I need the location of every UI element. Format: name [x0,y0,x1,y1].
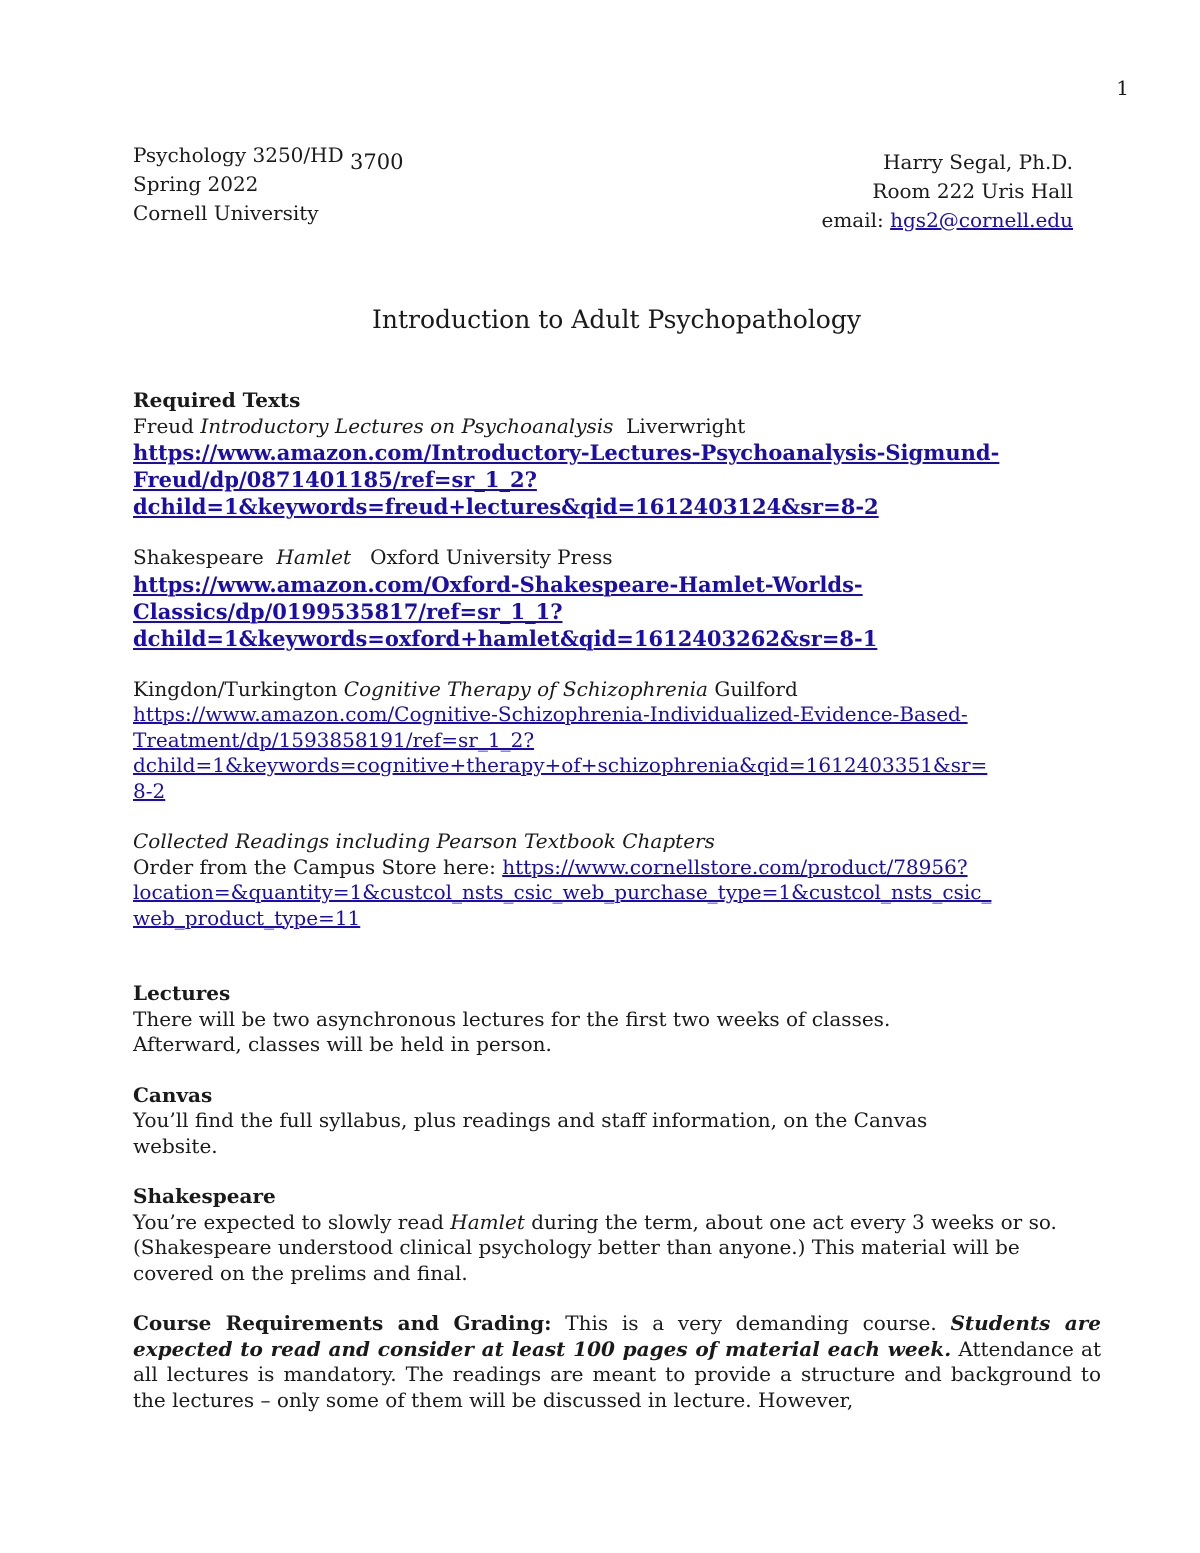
hamlet-book-title: Hamlet [276,545,352,569]
email-line [740,206,1073,235]
document-body [133,388,1101,1413]
hamlet-amazon-link[interactable]: https://www.amazon.com/Oxford-Shakespeare-Hamlet-Worlds- Classics/dp/0199535817/ref=sr_1_1? dchild=1&keywords=oxford+hamlet&qid=1612403262&sr=8-1 [133,571,878,651]
shakespeare-text: You’re expected to slowly read Hamlet during the term, about one act every 3 weeks or so. (Shakespeare understood clinical psychology better than anyone.) This material will be covered on the prelims and final. [133,1209,1057,1285]
kingdon-amazon-link[interactable]: https://www.amazon.com/Cognitive-Schizophrenia-Individualized-Evidence-Based- Treatment/dp/1593858191/ref=sr_1_2? dchild=1&keywords=cognitive+therapy+of+schizophrenia&qid=1612403351&sr= 8-2 [133,702,988,803]
readings-order [133,855,1101,932]
shakespeare-heading: Shakespeare [133,1184,276,1208]
lectures-text-2: Afterward, classes will be held in person. [133,1032,552,1056]
canvas-text: You’ll find the full syllabus, plus readings and staff information, on the Canvas website. [133,1108,928,1158]
campus-store-link-line-2[interactable]: location=&quantity=1&custcol_nsts_csic_web_purchase_type=1&custcol_nsts_csic_ [133,880,992,904]
lectures-heading: Lectures [133,981,231,1005]
requirements-heading: Course Requirements and Grading: [133,1311,552,1335]
kingdon-book-title: Cognitive Therapy of Schizophrenia [343,676,708,701]
kingdon-citation: Kingdon/Turkington Cognitive Therapy of Schizophrenia Guilford [133,676,798,701]
campus-store-link-line-3[interactable]: web_product_type=11 [133,905,361,930]
readings-order-text: Order from the Campus Store here: [133,854,503,879]
requirements-emphasis: Students are expected to read and consider at least 100 pages of material each week. [133,1311,1101,1361]
course-number [133,141,404,174]
requirements-paragraph: Course Requirements and Grading: This is a very demanding course. Students are expected to read and consider at least 100 pages of material each week. Attendance at all lectures is mandatory. The readings are meant to provide a structure and background to the lectures – only some of them will be discussed in lecture. However, [133,1311,1102,1412]
freud-citation: Freud Introductory Lectures on Psychoanalysis Liverwright [133,413,746,438]
email-link[interactable]: hgs2@cornell.edu [890,208,1073,232]
university: Cornell University [133,201,319,225]
freud-book-title: Introductory Lectures on Psychoanalysis [200,413,614,438]
course-info [133,141,403,228]
page-number: 1 [1116,76,1129,100]
hamlet-citation: Shakespeare Hamlet Oxford University Press [133,545,613,569]
shakespeare-book: Hamlet [450,1209,525,1234]
readings-title: Collected Readings including Pearson Textbook Chapters [133,829,715,853]
document-title: Introduction to Adult Psychopathology [371,305,861,334]
term: Spring 2022 [133,172,259,196]
lectures-text-1: There will be two asynchronous lectures for the first two weeks of classes. [133,1006,891,1031]
email-label: email: [821,208,891,232]
instructor-info [740,148,1073,235]
canvas-heading: Canvas [133,1082,213,1107]
campus-store-link[interactable]: https://www.cornellstore.com/product/78956? [502,854,968,879]
course-code: Psychology 3250/HD [133,143,344,167]
course-code-sub: 3700 [349,150,404,174]
required-texts-heading: Required Texts [133,388,301,412]
freud-amazon-link[interactable]: https://www.amazon.com/Introductory-Lectures-Psychoanalysis-Sigmund- Freud/dp/0871401185/ref=sr_1_2? dchild=1&keywords=freud+lectures&qid=1612403124&sr=8-2 [133,440,1000,519]
instructor-name: Harry Segal, Ph.D. [883,150,1073,174]
office-room: Room 222 Uris Hall [872,179,1073,203]
